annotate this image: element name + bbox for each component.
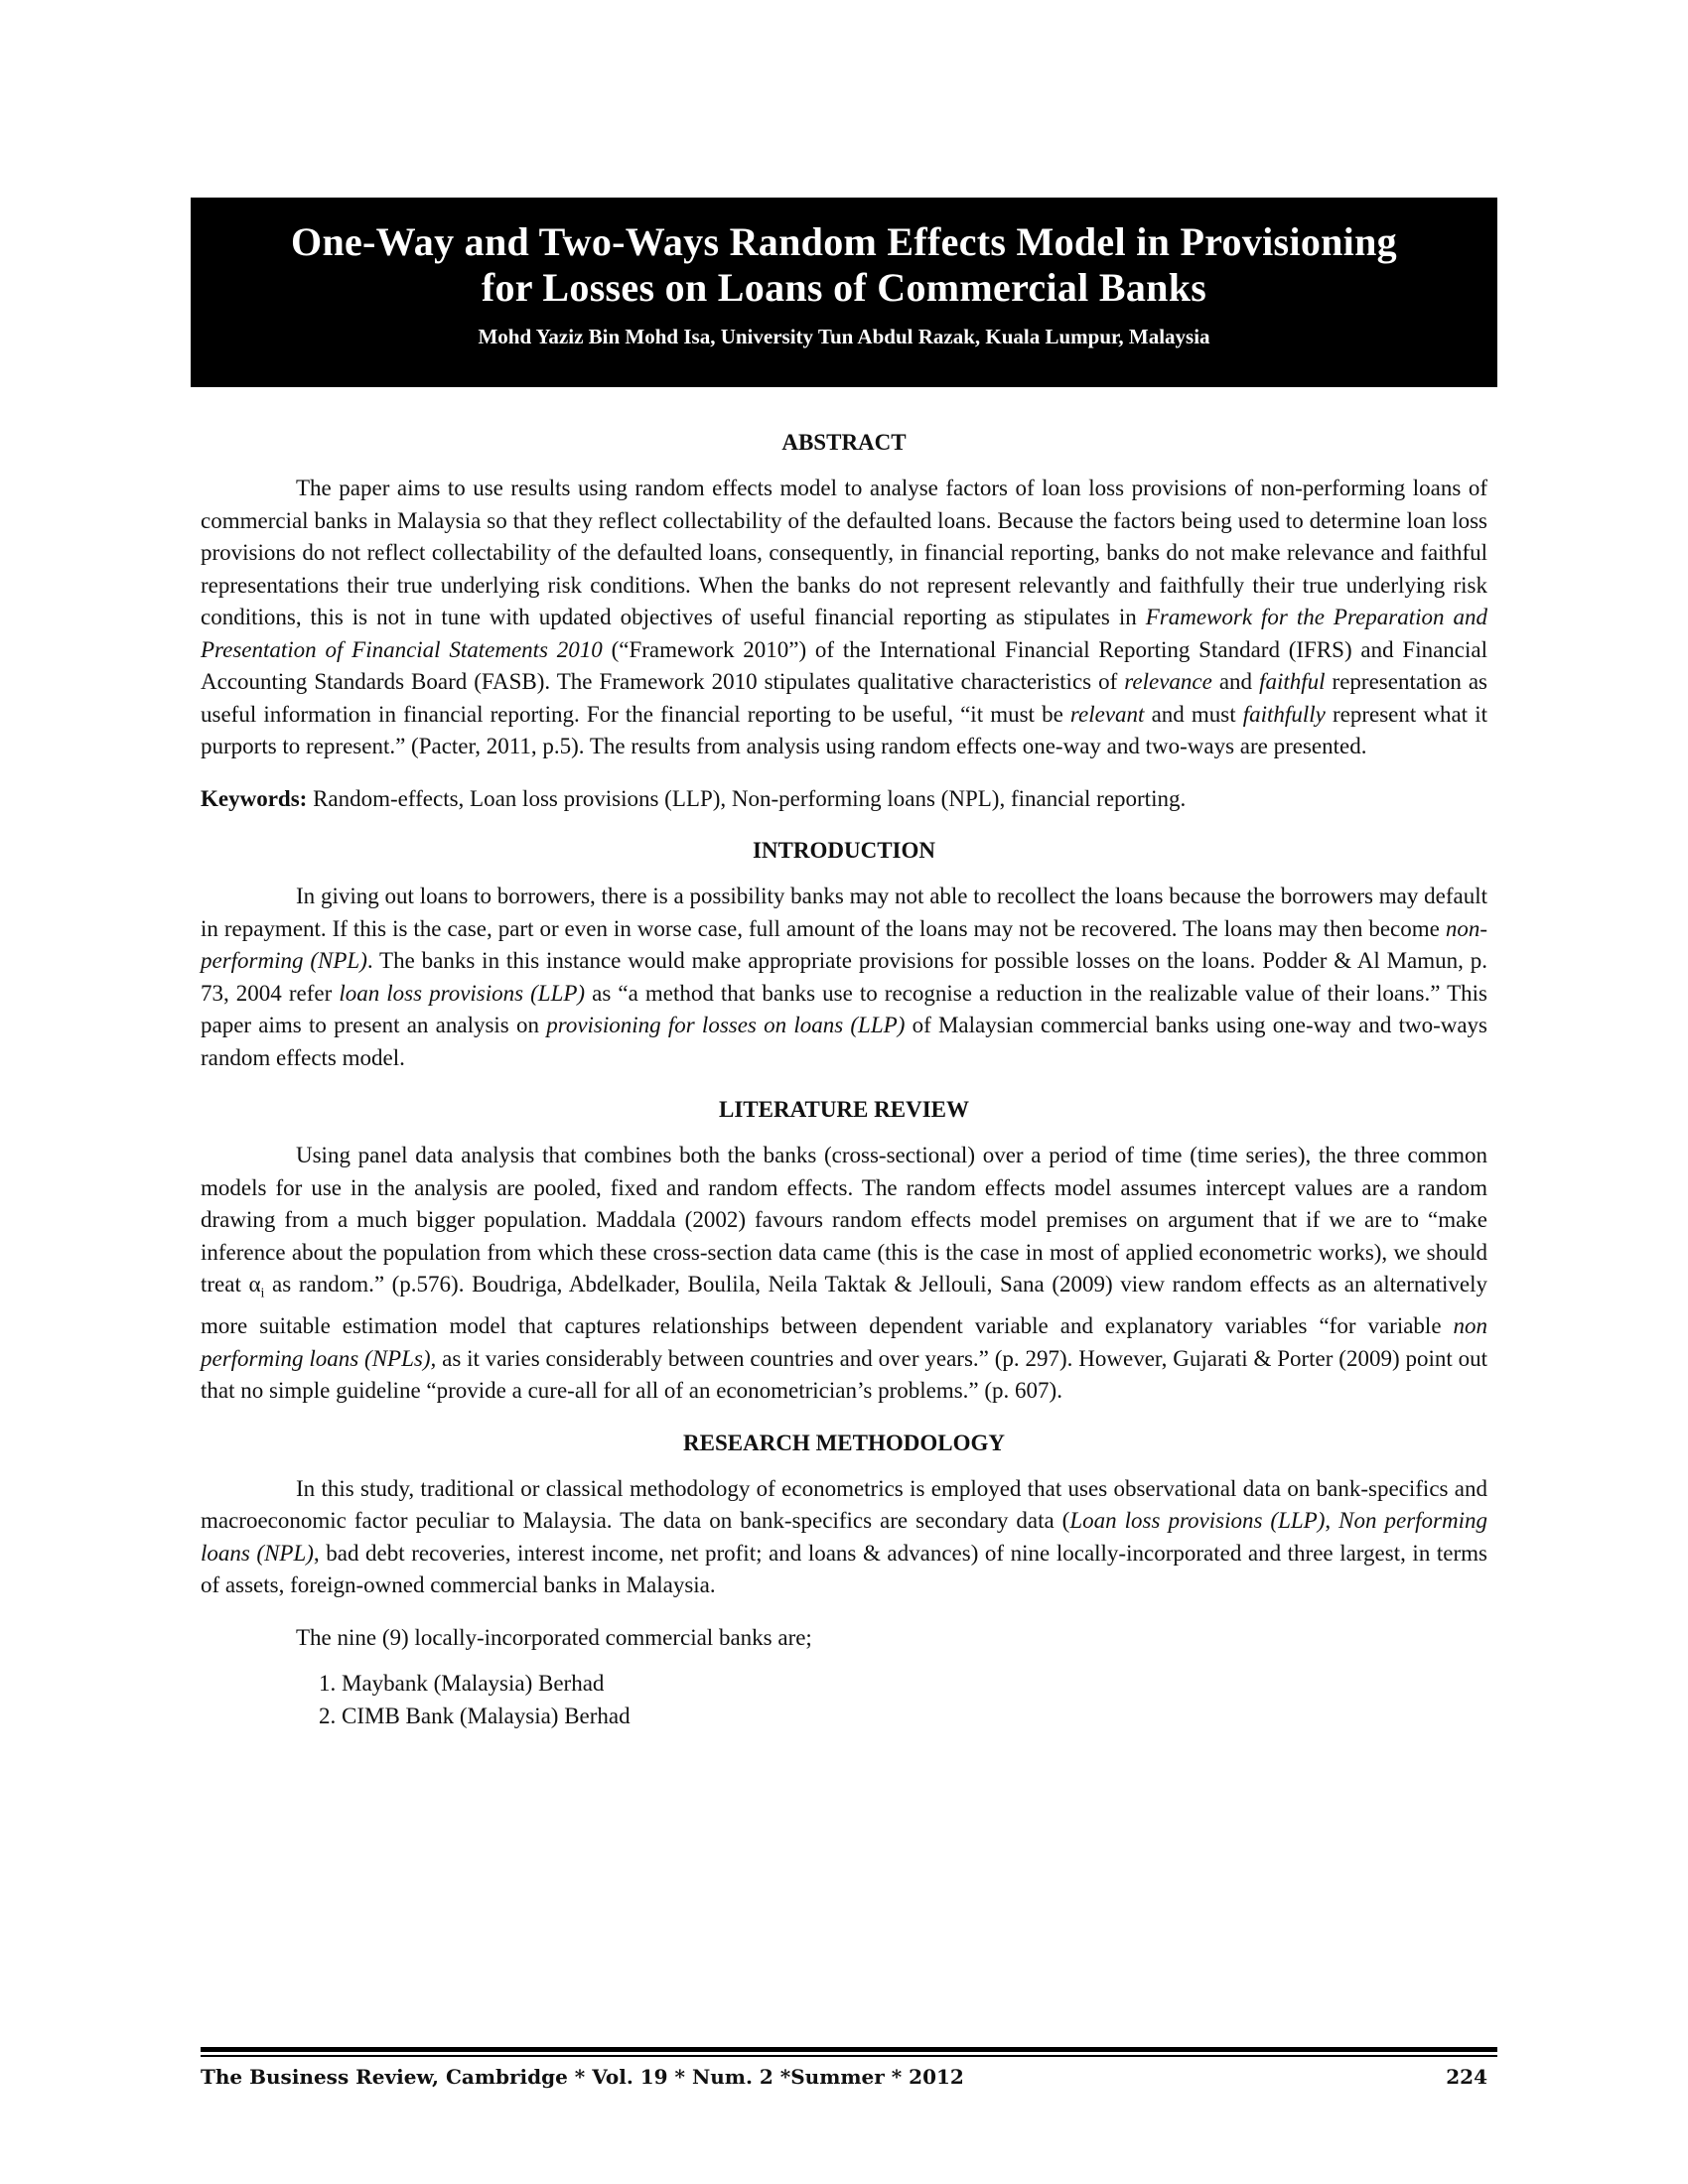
title-banner	[191, 198, 1497, 387]
page-footer	[201, 2065, 1487, 2089]
banks-intro: The nine (9) locally-incorporated commercial banks are;	[296, 1624, 812, 1650]
research-methodology-heading: RESEARCH METHODOLOGY	[683, 1430, 1005, 1455]
methodology-paragraph: In this study, traditional or classical methodology of econometrics is employed that uses observational data on bank-specifics and macroeconomic factor peculiar to Malaysia. The data on bank-specifics are secondary data (Loan loss provisions (LLP), Non performing loans (NPL), bad debt recoveries, interest income, net profit; and loans & advances) of nine locally-incorporated and three largest, in terms of assets, foreign-owned commercial banks in Malaysia.	[201, 1475, 1488, 1598]
list-item: 1. Maybank (Malaysia) Berhad	[342, 1668, 1487, 1701]
bank-list	[201, 1668, 1487, 1732]
journal-citation: The Business Review, Cambridge * Vol. 19 * Num. 2 *Summer * 2012	[201, 2065, 964, 2089]
abstract-heading: ABSTRACT	[781, 430, 907, 455]
list-item: 2. CIMB Bank (Malaysia) Berhad	[342, 1701, 1487, 1733]
author-affiliation: Mohd Yaziz Bin Mohd Isa, University Tun Abdul Razak, Kuala Lumpur, Malaysia	[478, 325, 1210, 348]
footer-rule	[201, 2047, 1497, 2052]
abstract-paragraph: The paper aims to use results using random effects model to analyse factors of loan loss provisions of non-performing loans of commercial banks in Malaysia so that they reflect collectability of the defaulted loans. Because the factors being used to determine loan loss provisions do not reflect collectability of the defaulted loans, consequently, in financial reporting, banks do not make relevance and faithful representations their true underlying risk conditions. When the banks do not represent relevantly and faithfully their true underlying risk conditions, this is not in tune with updated objectives of useful financial reporting as stipulates in Framework for the Preparation and Presentation of Financial Statements 2010 (“Framework 2010”) of the International Financial Reporting Standard (IFRS) and Financial Accounting Standards Board (FASB). The Framework 2010 stipulates qualitative characteristics of relevance and faithful representation as useful information in financial reporting. For the financial reporting to be useful, “it must be relevant and must faithfully represent what it purports to represent.” (Pacter, 2011, p.5). The results from analysis using random effects one-way and two-ways are presented.	[201, 476, 1487, 758]
title-line-2: for Losses on Loans of Commercial Banks	[481, 265, 1207, 310]
introduction-paragraph: In giving out loans to borrowers, there is a possibility banks may not able to recollect the loans because the borrowers may default in repayment. If this is the case, part or even in worse case, full amount of the loans may not be recovered. The loans may then become non-performing (NPL). The banks in this instance would make appropriate provisions for possible losses on the loans. Podder & Al Mamun, p. 73, 2004 refer loan loss provisions (LLP) as “a method that banks use to recognise a reduction in the realizable value of their loans.” This paper aims to present an analysis on provisioning for losses on loans (LLP) of Malaysian commercial banks using one-way and two-ways random effects model.	[201, 884, 1488, 1070]
literature-review-paragraph: Using panel data analysis that combines both the banks (cross-sectional) over a period of time (time series), the three common models for use in the analysis are pooled, fixed and random effects. The random effects model assumes intercept values are a random drawing from a much bigger population. Maddala (2002) favours random effects model premises on argument that if we are to “make inference about the population from which these cross-section data came (this is the case in most of applied econometric works), we should treat $\alpha_i$ as random.” (p.576). Boudriga, Abdelkader, Boulila, Neila Taktak & Jellouli, Sana (2009) view random effects as an alternatively more suitable estimation model that captures relationships between dependent variable and explanatory variables “for variable non performing loans (NPLs), as it varies considerably between countries and over years.” (p. 297). However, Gujarati & Porter (2009) point out that no simple guideline “provide a cure-all for all of an econometrician’s problems.” (p. 607).	[201, 1143, 1487, 1404]
literature-review-heading: LITERATURE REVIEW	[719, 1097, 969, 1122]
keywords-label: Keywords:	[201, 785, 308, 811]
paper-body	[201, 427, 1487, 1732]
footer-rule-thin	[201, 2055, 1497, 2057]
introduction-heading: INTRODUCTION	[752, 838, 936, 863]
keywords: Keywords: Random-effects, Loan loss provisions (LLP), Non-performing loans (NPL), financial reporting.	[201, 785, 1187, 811]
paper-title	[191, 219, 1497, 311]
title-line-1: One-Way and Two-Ways Random Effects Model in Provisioning	[291, 219, 1397, 264]
page-number: 224	[1446, 2065, 1487, 2089]
